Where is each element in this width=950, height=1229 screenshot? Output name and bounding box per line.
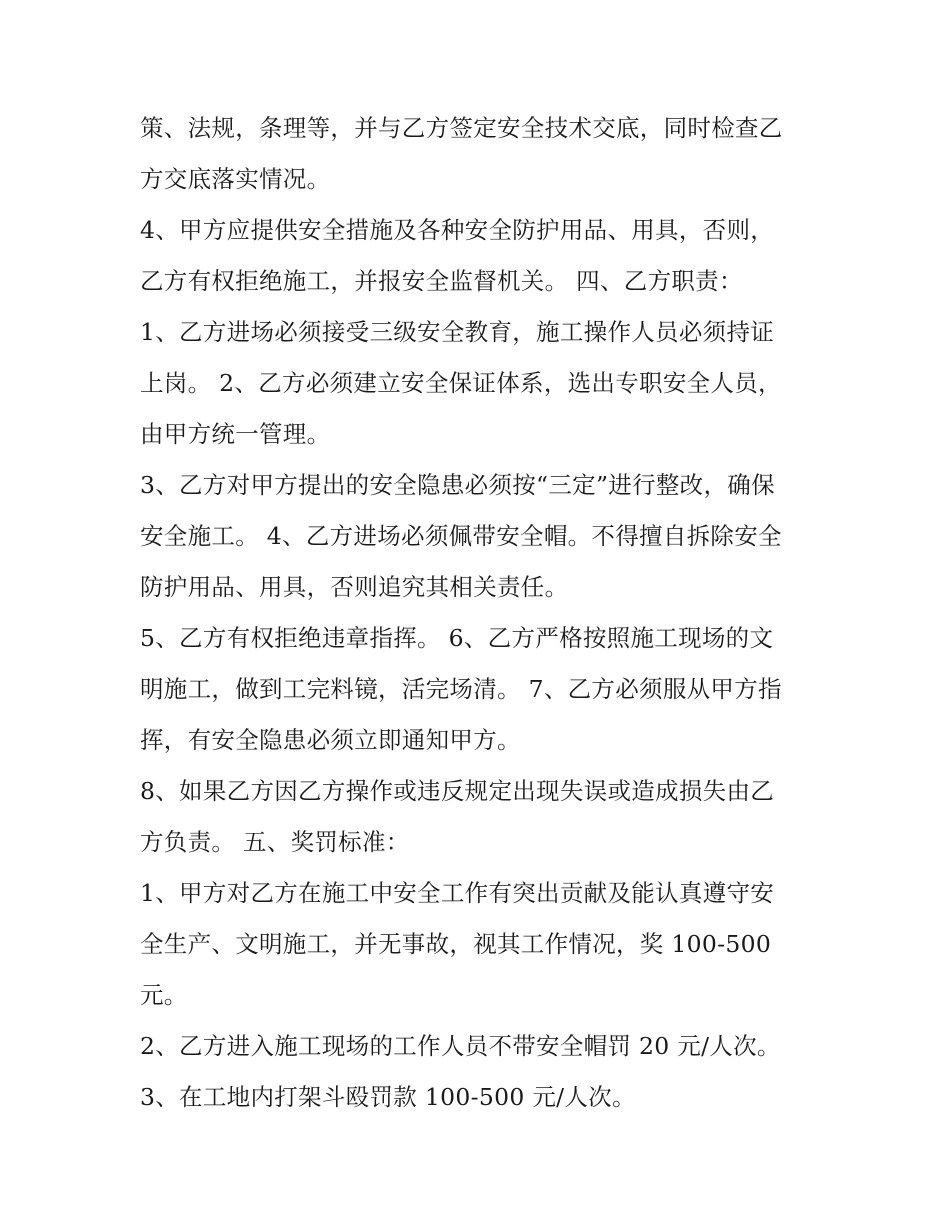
text-line: 安全施工。 4、乙方进场必须佩带安全帽。不得擅自拆除安全: [140, 522, 782, 550]
text-line: 元。: [140, 981, 188, 1009]
text-line: 挥，有安全隐患必须立即通知甲方。: [140, 726, 521, 754]
text-line: 4、甲方应提供安全措施及各种安全防护用品、用具，否则，: [140, 216, 775, 244]
text-line: 2、乙方进入施工现场的工作人员不带安全帽罚 20 元/人次。: [140, 1032, 781, 1060]
text-line: 明施工，做到工完料镜，活完场清。 7、乙方必须服从甲方指: [140, 675, 782, 703]
text-line: 全生产、文明施工，并无事故，视其工作情况，奖 100-500: [140, 930, 772, 958]
text-line: 3、在工地内打架斗殴罚款 100-500 元/人次。: [140, 1083, 636, 1111]
text-line: 1、甲方对乙方在施工中安全工作有突出贡献及能认真遵守安: [140, 879, 775, 907]
text-line: 方负责。 五、奖罚标准：: [140, 828, 410, 856]
text-line: 乙方有权拒绝施工，并报安全监督机关。 四、乙方职责：: [140, 267, 743, 295]
text-line: 方交底落实情况。: [140, 165, 331, 193]
text-line: 5、乙方有权拒绝违章指挥。 6、乙方严格按照施工现场的文: [140, 624, 774, 652]
text-line: 防护用品、用具，否则追究其相关责任。: [140, 573, 569, 601]
text-line: 由甲方统一管理。: [140, 420, 331, 448]
text-line: 策、法规，条理等，并与乙方签定安全技术交底，同时检查乙: [140, 114, 783, 142]
text-line: 上岗。 2、乙方必须建立安全保证体系，选出专职安全人员，: [140, 369, 782, 397]
text-line: 8、如果乙方因乙方操作或违反规定出现失误或造成损失由乙: [140, 777, 775, 805]
document-body: [140, 103, 820, 1123]
text-line: 3、乙方对甲方提出的安全隐患必须按“三定”进行整改，确保: [140, 471, 775, 499]
text-line: 1、乙方进场必须接受三级安全教育，施工操作人员必须持证: [140, 318, 775, 346]
